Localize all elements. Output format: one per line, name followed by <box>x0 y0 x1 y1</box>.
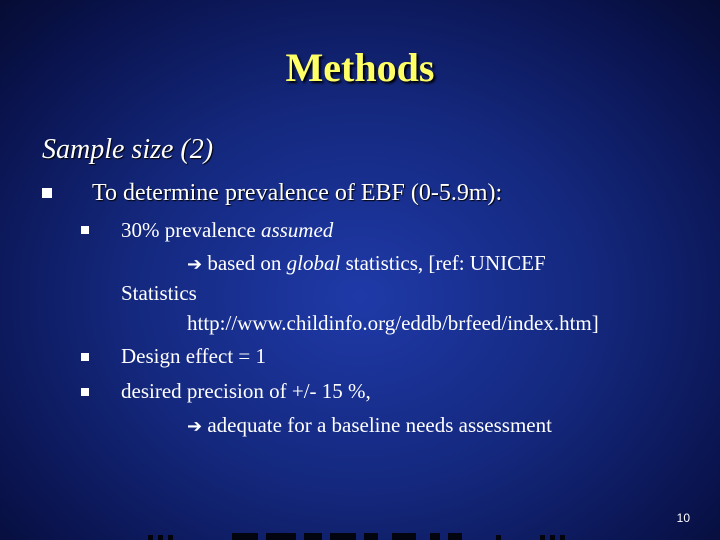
item1-line2-text-a: based on <box>202 251 287 275</box>
bottom-decoration <box>0 528 720 540</box>
item1-text: 30% prevalence <box>121 218 261 242</box>
item1-line1 <box>121 218 333 243</box>
arrow-right-icon: ➔ <box>187 254 203 275</box>
bullet-square-icon <box>81 226 89 234</box>
item3-line2 <box>187 413 552 438</box>
item1-emphasis: assumed <box>260 218 334 242</box>
item3-line1: desired precision of +/- 15 %, <box>121 379 371 403</box>
item1-line3: Statistics <box>121 281 197 305</box>
slide-subtitle: Sample size (2) <box>42 134 214 165</box>
slide-title: Methods <box>285 45 435 90</box>
item3-line2-text: adequate for a baseline needs assessment <box>202 413 552 437</box>
bullet-square-icon <box>81 388 89 396</box>
bullet-square-icon <box>42 188 52 198</box>
item1-line2-emphasis: global <box>286 251 341 275</box>
page-number: 10 <box>676 511 690 525</box>
level1-text: To determine prevalence of EBF (0-5.9m): <box>92 180 503 206</box>
item1-line4-url: http://www.childinfo.org/eddb/brfeed/index.htm] <box>187 311 599 335</box>
bullet-square-icon <box>81 353 89 361</box>
item1-line2 <box>187 251 546 276</box>
arrow-right-icon: ➔ <box>187 416 203 437</box>
item1-line2-text-c: statistics, [ref: UNICEF <box>340 251 546 275</box>
item2-text: Design effect = 1 <box>121 344 266 368</box>
